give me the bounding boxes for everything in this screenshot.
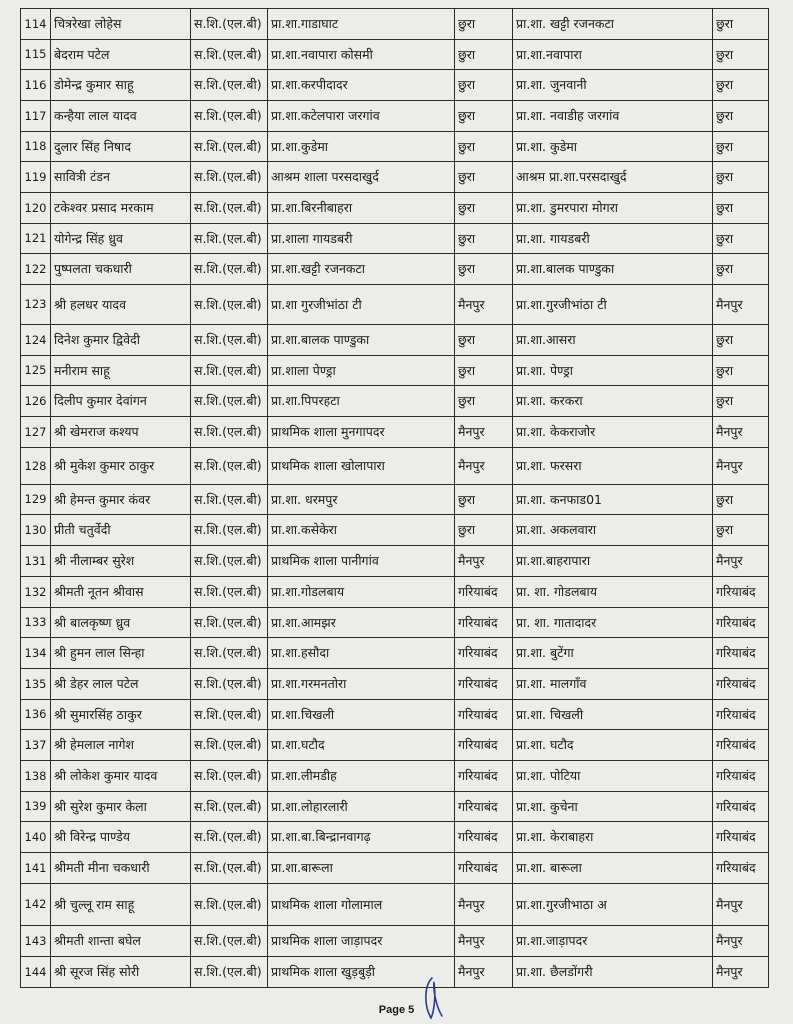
new-block-cell: मैनपुर <box>713 884 769 926</box>
new-block-cell: छुरा <box>713 162 769 193</box>
current-school-cell: प्रा.शा.बालक पाण्डुका <box>268 325 455 356</box>
post-cell: स.शि.(एल.बी) <box>191 926 268 957</box>
new-school-cell: प्रा. शा. गातादादर <box>513 608 713 638</box>
table-row <box>21 9 769 40</box>
table-row <box>21 638 769 669</box>
current-school-cell: प्रा.शा.चिखली <box>268 700 455 730</box>
employee-name-cell: श्री सुरेश कुमार केला <box>51 792 191 822</box>
current-block-cell: गरियाबंद <box>455 761 513 792</box>
row-number-cell: 140 <box>21 822 51 853</box>
row-number-cell: 125 <box>21 356 51 386</box>
current-school-cell: प्राथमिक शाला मुनगापदर <box>268 417 455 448</box>
employee-name-cell: श्री डेहर लाल पटेल <box>51 669 191 700</box>
post-cell: स.शि.(एल.बी) <box>191 9 268 40</box>
new-block-cell: छुरा <box>713 254 769 285</box>
current-block-cell: गरियाबंद <box>455 792 513 822</box>
new-school-cell: प्रा.शा. अकलवारा <box>513 515 713 546</box>
current-school-cell: प्रा.शा.गोडलबाय <box>268 577 455 608</box>
employee-name-cell: श्री लोकेश कुमार यादव <box>51 761 191 792</box>
new-school-cell: प्रा.शा. छैलडोंगरी <box>513 957 713 988</box>
post-cell: स.शि.(एल.बी) <box>191 325 268 356</box>
row-number-cell: 127 <box>21 417 51 448</box>
current-school-cell: प्रा.शा.लोहारलारी <box>268 792 455 822</box>
employee-name-cell: बेदराम पटेल <box>51 40 191 70</box>
new-school-cell: प्रा.शा. कुचेना <box>513 792 713 822</box>
post-cell: स.शि.(एल.बी) <box>191 853 268 884</box>
current-block-cell: गरियाबंद <box>455 853 513 884</box>
current-block-cell: छुरा <box>455 325 513 356</box>
current-block-cell: छुरा <box>455 224 513 254</box>
table-row <box>21 792 769 822</box>
table-row <box>21 822 769 853</box>
employee-name-cell: चित्ररेखा लोहेस <box>51 9 191 40</box>
post-cell: स.शि.(एल.बी) <box>191 101 268 132</box>
current-block-cell: गरियाबंद <box>455 638 513 669</box>
employee-name-cell: श्रीमती शान्ता बघेल <box>51 926 191 957</box>
table-row <box>21 761 769 792</box>
current-block-cell: मैनपुर <box>455 417 513 448</box>
row-number-cell: 135 <box>21 669 51 700</box>
table-row <box>21 285 769 325</box>
employee-name-cell: श्री सुमारसिंह ठाकुर <box>51 700 191 730</box>
table-row <box>21 884 769 926</box>
post-cell: स.शि.(एल.बी) <box>191 957 268 988</box>
new-block-cell: छुरा <box>713 193 769 224</box>
post-cell: स.शि.(एल.बी) <box>191 254 268 285</box>
table-row <box>21 70 769 101</box>
new-block-cell: मैनपुर <box>713 285 769 325</box>
table-row <box>21 254 769 285</box>
row-number-cell: 122 <box>21 254 51 285</box>
employee-name-cell: सावित्री टंडन <box>51 162 191 193</box>
row-number-cell: 137 <box>21 730 51 761</box>
row-number-cell: 121 <box>21 224 51 254</box>
row-number-cell: 123 <box>21 285 51 325</box>
employee-name-cell: डोमेन्द्र कुमार साहू <box>51 70 191 101</box>
new-block-cell: गरियाबंद <box>713 700 769 730</box>
current-school-cell: प्राथमिक शाला खुड़बुड़ी <box>268 957 455 988</box>
new-block-cell: छुरा <box>713 9 769 40</box>
row-number-cell: 117 <box>21 101 51 132</box>
new-school-cell: प्रा.शा. घटौद <box>513 730 713 761</box>
current-block-cell: मैनपुर <box>455 926 513 957</box>
current-block-cell: छुरा <box>455 193 513 224</box>
employee-name-cell: श्रीमती नूतन श्रीवास <box>51 577 191 608</box>
table-row <box>21 515 769 546</box>
new-school-cell: प्रा.शा.नवापारा <box>513 40 713 70</box>
table-row <box>21 546 769 577</box>
post-cell: स.शि.(एल.बी) <box>191 70 268 101</box>
current-school-cell: प्रा.शा.बारूला <box>268 853 455 884</box>
table-row <box>21 448 769 485</box>
current-school-cell: आश्रम शाला परसदाखुर्द <box>268 162 455 193</box>
new-block-cell: मैनपुर <box>713 957 769 988</box>
new-block-cell: गरियाबंद <box>713 853 769 884</box>
row-number-cell: 142 <box>21 884 51 926</box>
new-school-cell: प्रा.शा. केराबाहरा <box>513 822 713 853</box>
new-block-cell: गरियाबंद <box>713 669 769 700</box>
new-school-cell: प्रा.शा.गुरजीभाठा अ <box>513 884 713 926</box>
new-school-cell: प्रा.शा.जाड़ापदर <box>513 926 713 957</box>
current-school-cell: प्रा.शा.हसौदा <box>268 638 455 669</box>
table-row <box>21 608 769 638</box>
employee-name-cell: श्रीमती मीना चकधारी <box>51 853 191 884</box>
table-row <box>21 40 769 70</box>
employee-name-cell: प्रीती चतुर्वेदी <box>51 515 191 546</box>
table-row <box>21 577 769 608</box>
row-number-cell: 128 <box>21 448 51 485</box>
current-school-cell: प्राथमिक शाला खोलापारा <box>268 448 455 485</box>
new-school-cell: प्रा.शा. पोटिया <box>513 761 713 792</box>
table-row <box>21 162 769 193</box>
post-cell: स.शि.(एल.बी) <box>191 40 268 70</box>
current-block-cell: छुरा <box>455 254 513 285</box>
row-number-cell: 115 <box>21 40 51 70</box>
current-school-cell: प्रा.शा.करपीदादर <box>268 70 455 101</box>
row-number-cell: 143 <box>21 926 51 957</box>
row-number-cell: 136 <box>21 700 51 730</box>
post-cell: स.शि.(एल.बी) <box>191 761 268 792</box>
table-row <box>21 132 769 162</box>
table-row <box>21 700 769 730</box>
new-school-cell: प्रा.शा. खट्टी रजनकटा <box>513 9 713 40</box>
post-cell: स.शि.(एल.बी) <box>191 577 268 608</box>
new-school-cell: आश्रम प्रा.शा.परसदाखुर्द <box>513 162 713 193</box>
new-block-cell: मैनपुर <box>713 417 769 448</box>
post-cell: स.शि.(एल.बी) <box>191 448 268 485</box>
row-number-cell: 132 <box>21 577 51 608</box>
post-cell: स.शि.(एल.बी) <box>191 638 268 669</box>
employee-name-cell: श्री हुमन लाल सिन्हा <box>51 638 191 669</box>
current-block-cell: मैनपुर <box>455 884 513 926</box>
table-row <box>21 356 769 386</box>
new-school-cell: प्रा.शा. मालगाँव <box>513 669 713 700</box>
current-block-cell: छुरा <box>455 515 513 546</box>
employee-name-cell: पुष्पलता चकधारी <box>51 254 191 285</box>
post-cell: स.शि.(एल.बी) <box>191 132 268 162</box>
post-cell: स.शि.(एल.बी) <box>191 546 268 577</box>
employee-name-cell: श्री सूरज सिंह सोरी <box>51 957 191 988</box>
post-cell: स.शि.(एल.बी) <box>191 356 268 386</box>
current-school-cell: प्रा.शा.लीमडीह <box>268 761 455 792</box>
new-block-cell: छुरा <box>713 132 769 162</box>
current-school-cell: प्रा.शा.नवापारा कोसमी <box>268 40 455 70</box>
new-school-cell: प्रा.शा. चिखली <box>513 700 713 730</box>
row-number-cell: 131 <box>21 546 51 577</box>
new-school-cell: प्रा.शा. केकराजोर <box>513 417 713 448</box>
employee-name-cell: कन्हैया लाल यादव <box>51 101 191 132</box>
current-block-cell: छुरा <box>455 101 513 132</box>
post-cell: स.शि.(एल.बी) <box>191 792 268 822</box>
current-school-cell: प्रा.शा.गरमनतोरा <box>268 669 455 700</box>
current-school-cell: प्राथमिक शाला जाड़ापदर <box>268 926 455 957</box>
row-number-cell: 126 <box>21 386 51 417</box>
new-block-cell: छुरा <box>713 70 769 101</box>
post-cell: स.शि.(एल.बी) <box>191 884 268 926</box>
table-row <box>21 957 769 988</box>
current-block-cell: छुरा <box>455 485 513 515</box>
current-block-cell: गरियाबंद <box>455 700 513 730</box>
employee-name-cell: श्री नीलाम्बर सुरेश <box>51 546 191 577</box>
row-number-cell: 129 <box>21 485 51 515</box>
employee-name-cell: श्री हेमन्त कुमार कंवर <box>51 485 191 515</box>
employee-name-cell: श्री मुकेश कुमार ठाकुर <box>51 448 191 485</box>
current-block-cell: मैनपुर <box>455 546 513 577</box>
page-number: Page 5 <box>378 1004 415 1016</box>
new-school-cell: प्रा.शा. गायडबरी <box>513 224 713 254</box>
table-row <box>21 101 769 132</box>
current-block-cell: मैनपुर <box>455 448 513 485</box>
new-school-cell: प्रा.शा. जुनवानी <box>513 70 713 101</box>
new-block-cell: गरियाबंद <box>713 638 769 669</box>
current-school-cell: प्रा.शा.गाडाघाट <box>268 9 455 40</box>
new-block-cell: गरियाबंद <box>713 792 769 822</box>
new-school-cell: प्रा.शा. बुटेंगा <box>513 638 713 669</box>
new-school-cell: प्रा.शा.बाहरापारा <box>513 546 713 577</box>
employee-name-cell: दिनेश कुमार द्विवेदी <box>51 325 191 356</box>
new-school-cell: प्रा. शा. गोडलबाय <box>513 577 713 608</box>
current-school-cell: प्रा.शा.खट्टी रजनकटा <box>268 254 455 285</box>
current-block-cell: गरियाबंद <box>455 577 513 608</box>
new-block-cell: मैनपुर <box>713 926 769 957</box>
current-school-cell: प्रा.शा.कटेलपारा जरगांव <box>268 101 455 132</box>
new-block-cell: छुरा <box>713 325 769 356</box>
current-school-cell: प्राथमिक शाला पानीगांव <box>268 546 455 577</box>
row-number-cell: 116 <box>21 70 51 101</box>
post-cell: स.शि.(एल.बी) <box>191 193 268 224</box>
new-school-cell: प्रा.शा. करकरा <box>513 386 713 417</box>
employee-name-cell: श्री विरेन्द्र पाण्डेय <box>51 822 191 853</box>
current-school-cell: प्रा.शा.कसेकेरा <box>268 515 455 546</box>
employee-name-cell: श्री चुल्लू राम साहू <box>51 884 191 926</box>
table-row <box>21 325 769 356</box>
post-cell: स.शि.(एल.बी) <box>191 417 268 448</box>
table-row <box>21 224 769 254</box>
employee-name-cell: टकेश्वर प्रसाद मरकाम <box>51 193 191 224</box>
new-block-cell: छुरा <box>713 485 769 515</box>
new-block-cell: छुरा <box>713 515 769 546</box>
table-row <box>21 386 769 417</box>
current-block-cell: गरियाबंद <box>455 730 513 761</box>
table-row <box>21 485 769 515</box>
new-school-cell: प्रा.शा. बारूला <box>513 853 713 884</box>
current-school-cell: प्रा.शा.घटौद <box>268 730 455 761</box>
new-block-cell: गरियाबंद <box>713 730 769 761</box>
new-block-cell: मैनपुर <box>713 448 769 485</box>
row-number-cell: 144 <box>21 957 51 988</box>
post-cell: स.शि.(एल.बी) <box>191 730 268 761</box>
current-school-cell: प्रा.शा.आमझर <box>268 608 455 638</box>
current-block-cell: छुरा <box>455 70 513 101</box>
current-block-cell: मैनपुर <box>455 957 513 988</box>
post-cell: स.शि.(एल.बी) <box>191 822 268 853</box>
post-cell: स.शि.(एल.बी) <box>191 386 268 417</box>
row-number-cell: 139 <box>21 792 51 822</box>
new-school-cell: प्रा.शा. फरसरा <box>513 448 713 485</box>
employee-name-cell: योगेन्द्र सिंह ध्रुव <box>51 224 191 254</box>
new-school-cell: प्रा.शा.आसरा <box>513 325 713 356</box>
current-block-cell: गरियाबंद <box>455 822 513 853</box>
new-block-cell: छुरा <box>713 224 769 254</box>
new-school-cell: प्रा.शा. कनफाड01 <box>513 485 713 515</box>
current-block-cell: छुरा <box>455 132 513 162</box>
employee-name-cell: दुलार सिंह निषाद <box>51 132 191 162</box>
new-school-cell: प्रा.शा. नवाडीह जरगांव <box>513 101 713 132</box>
row-number-cell: 141 <box>21 853 51 884</box>
current-block-cell: छुरा <box>455 356 513 386</box>
row-number-cell: 134 <box>21 638 51 669</box>
row-number-cell: 133 <box>21 608 51 638</box>
post-cell: स.शि.(एल.बी) <box>191 669 268 700</box>
new-school-cell: प्रा.शा.बालक पाण्डुका <box>513 254 713 285</box>
new-block-cell: गरियाबंद <box>713 822 769 853</box>
current-block-cell: गरियाबंद <box>455 608 513 638</box>
transfer-table <box>20 8 769 988</box>
current-block-cell: मैनपुर <box>455 285 513 325</box>
new-block-cell: मैनपुर <box>713 546 769 577</box>
row-number-cell: 119 <box>21 162 51 193</box>
new-school-cell: प्रा.शा. पेण्ड्रा <box>513 356 713 386</box>
current-block-cell: छुरा <box>455 386 513 417</box>
employee-name-cell: श्री खेमराज कश्यप <box>51 417 191 448</box>
row-number-cell: 114 <box>21 9 51 40</box>
row-number-cell: 130 <box>21 515 51 546</box>
table-row <box>21 193 769 224</box>
current-school-cell: प्रा.शा. धरमपुर <box>268 485 455 515</box>
employee-name-cell: श्री बालकृष्ण ध्रुव <box>51 608 191 638</box>
new-block-cell: गरियाबंद <box>713 761 769 792</box>
employee-name-cell: श्री हेमलाल नागेश <box>51 730 191 761</box>
current-school-cell: प्रा.शाला पेण्ड्रा <box>268 356 455 386</box>
current-block-cell: छुरा <box>455 162 513 193</box>
table-row <box>21 926 769 957</box>
current-block-cell: छुरा <box>455 9 513 40</box>
post-cell: स.शि.(एल.बी) <box>191 608 268 638</box>
row-number-cell: 120 <box>21 193 51 224</box>
new-school-cell: प्रा.शा. डुमरपारा मोगरा <box>513 193 713 224</box>
post-cell: स.शि.(एल.बी) <box>191 162 268 193</box>
row-number-cell: 138 <box>21 761 51 792</box>
current-school-cell: प्रा.शाला गायडबरी <box>268 224 455 254</box>
row-number-cell: 118 <box>21 132 51 162</box>
table-row <box>21 669 769 700</box>
employee-name-cell: मनीराम साहू <box>51 356 191 386</box>
new-block-cell: छुरा <box>713 40 769 70</box>
current-school-cell: प्रा.शा.बिरनीबाहरा <box>268 193 455 224</box>
new-school-cell: प्रा.शा. कुडेमा <box>513 132 713 162</box>
post-cell: स.शि.(एल.बी) <box>191 700 268 730</box>
current-school-cell: प्राथमिक शाला गोलामाल <box>268 884 455 926</box>
row-number-cell: 124 <box>21 325 51 356</box>
table-row <box>21 417 769 448</box>
post-cell: स.शि.(एल.बी) <box>191 285 268 325</box>
post-cell: स.शि.(एल.बी) <box>191 224 268 254</box>
employee-name-cell: दिलीप कुमार देवांगन <box>51 386 191 417</box>
current-block-cell: छुरा <box>455 40 513 70</box>
new-block-cell: गरियाबंद <box>713 577 769 608</box>
new-block-cell: गरियाबंद <box>713 608 769 638</box>
new-block-cell: छुरा <box>713 356 769 386</box>
current-school-cell: प्रा.शा गुरजीभांठा टी <box>268 285 455 325</box>
new-block-cell: छुरा <box>713 101 769 132</box>
new-school-cell: प्रा.शा.गुरजीभांठा टी <box>513 285 713 325</box>
table-row <box>21 730 769 761</box>
post-cell: स.शि.(एल.बी) <box>191 485 268 515</box>
employee-name-cell: श्री हलधर यादव <box>51 285 191 325</box>
current-school-cell: प्रा.शा.कुडेमा <box>268 132 455 162</box>
current-school-cell: प्रा.शा.बा.बिन्द्रानवागढ़ <box>268 822 455 853</box>
new-block-cell: छुरा <box>713 386 769 417</box>
current-school-cell: प्रा.शा.पिपरहटा <box>268 386 455 417</box>
current-block-cell: गरियाबंद <box>455 669 513 700</box>
table-row <box>21 853 769 884</box>
post-cell: स.शि.(एल.बी) <box>191 515 268 546</box>
